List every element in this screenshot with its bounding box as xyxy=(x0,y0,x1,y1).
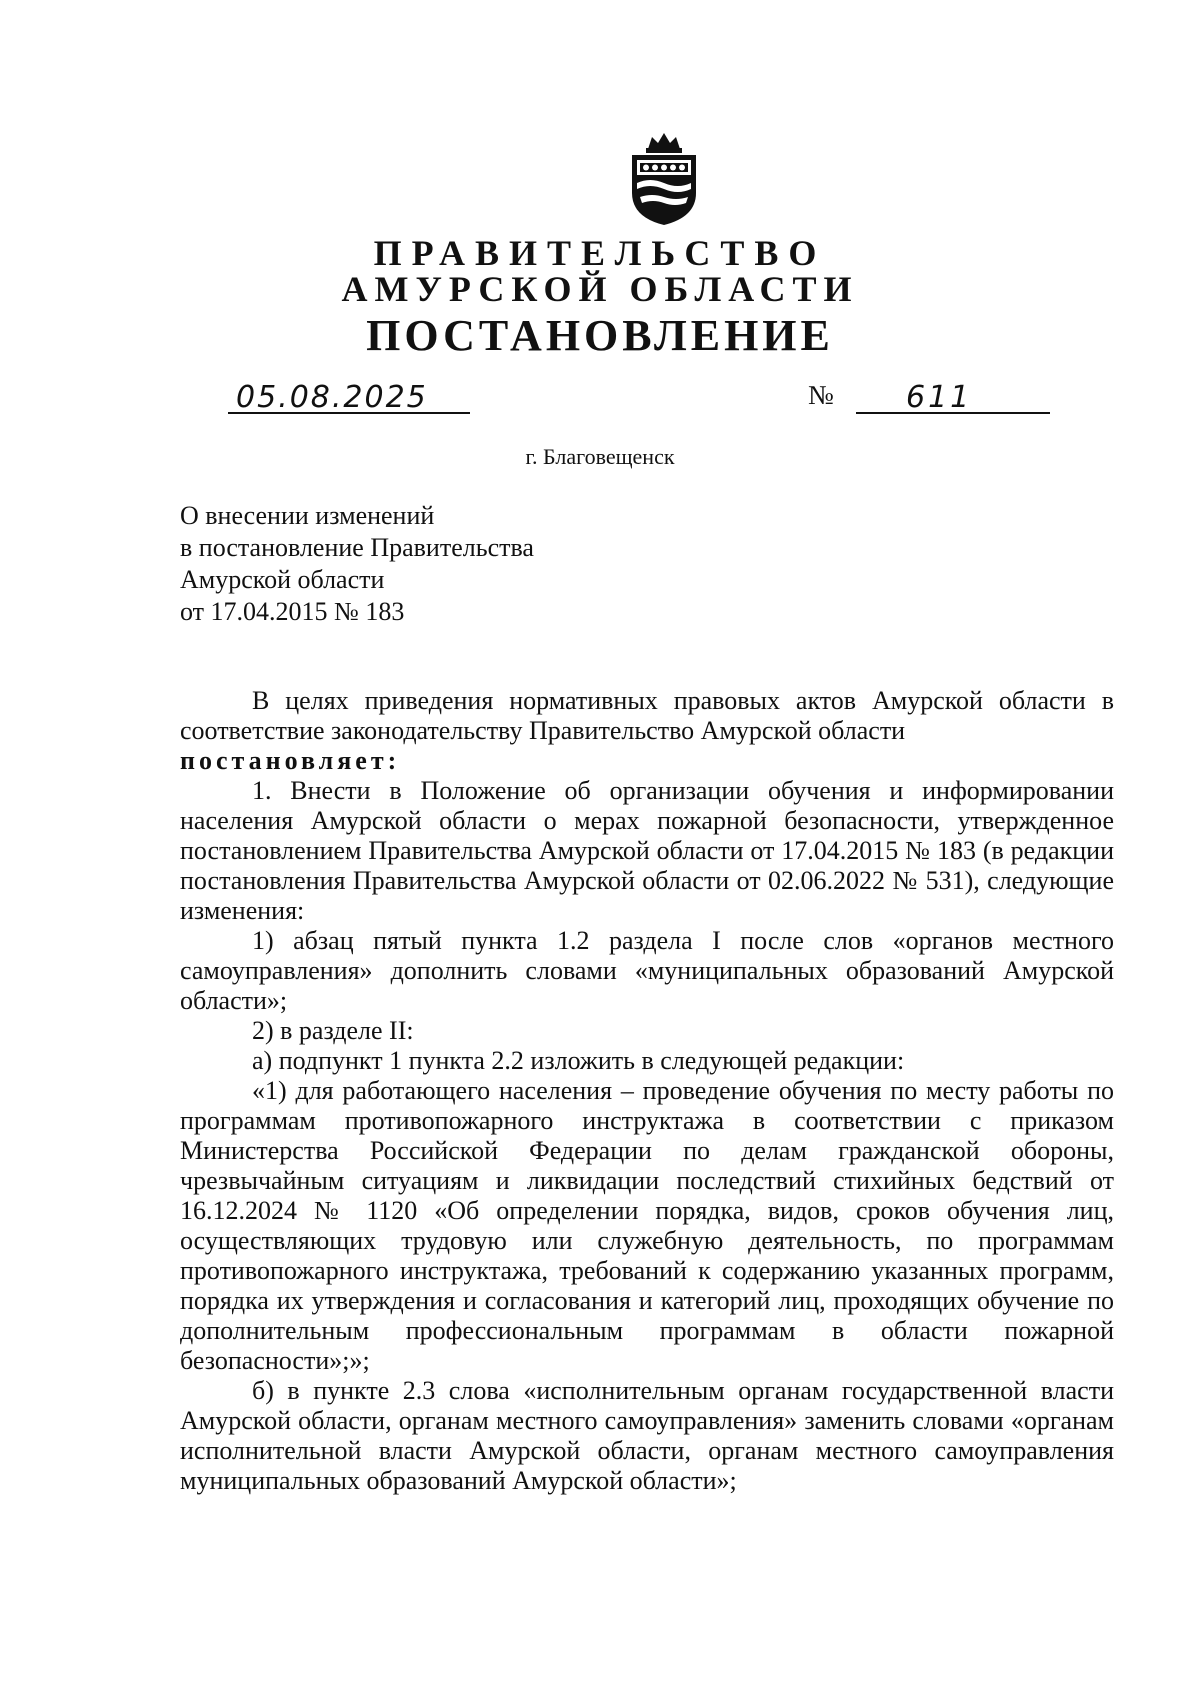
body-paragraph: б) в пункте 2.3 слова «исполнительным органам государственной власти Амурской области, органам местного самоуправления» заменить словами «органам исполнительной власти Амурской области, органам местного самоуправления муниципальных образований Амурской области»; xyxy=(180,1376,1114,1495)
subject-line: Амурской области xyxy=(180,565,385,594)
document-subject xyxy=(180,500,534,628)
subject-line: в постановление Правительства xyxy=(180,533,534,562)
body-paragraph: 1. Внести в Положение об организации обучения и информировании населения Амурской области о мерах пожарной безопасности, утвержденное постановлением Правительства Амурской области от 17.04.2015 № 183 (в редакции постановления Правительства Амурской области от 02.06.2022 № 531), следующие изменения: xyxy=(180,776,1114,925)
body-paragraph: 1) абзац пятый пункта 1.2 раздела I после слов «органов местного самоуправления» дополнить словами «муниципальных образований Амурской области»; xyxy=(180,926,1114,1015)
body-paragraph: а) подпункт 1 пункта 2.2 изложить в следующей редакции: xyxy=(252,1046,905,1075)
subject-line: от 17.04.2015 № 183 xyxy=(180,597,405,626)
body-paragraph: 2) в разделе II: xyxy=(252,1016,414,1045)
coat-of-arms-icon xyxy=(626,131,702,227)
document-body xyxy=(180,686,1114,1496)
number-sign: № xyxy=(808,380,834,410)
document-number: 611 xyxy=(906,380,973,415)
preamble-paragraph: В целях приведения нормативных правовых актов Амурской области в соответствие законодательству Правительство Амурской области xyxy=(180,686,1114,745)
city-name: г. Благовещенск xyxy=(525,444,675,469)
document-type-title: ПОСТАНОВЛЕНИЕ xyxy=(366,311,834,360)
organization-title: ПРАВИТЕЛЬСТВО xyxy=(373,233,827,273)
document-date: 05.08.2025 xyxy=(236,380,428,415)
organization-region: АМУРСКОЙ ОБЛАСТИ xyxy=(341,269,859,309)
number-underline xyxy=(856,412,1050,414)
body-paragraph: «1) для работающего населения – проведение обучения по месту работы по программам противопожарного инструктажа в соответствии с приказом Министерства Российской Федерации по делам гражданской обороны, чрезвычайным ситуациям и ликвидации последствий стихийных бедствий от 16.12.2024 № 1120 «Об определении порядка, видов, сроков обучения лиц, осуществляющих трудовую или служебную деятельность, по программам противопожарного инструктажа, требований к содержанию указанных программ, порядка их утверждения и согласования и категорий лиц, проходящих обучение по дополнительным профессиональным программам в области пожарной безопасности»;»; xyxy=(180,1076,1114,1375)
subject-line: О внесении изменений xyxy=(180,501,435,530)
decision-keyword: постановляет: xyxy=(180,746,401,775)
date-underline xyxy=(228,412,470,414)
